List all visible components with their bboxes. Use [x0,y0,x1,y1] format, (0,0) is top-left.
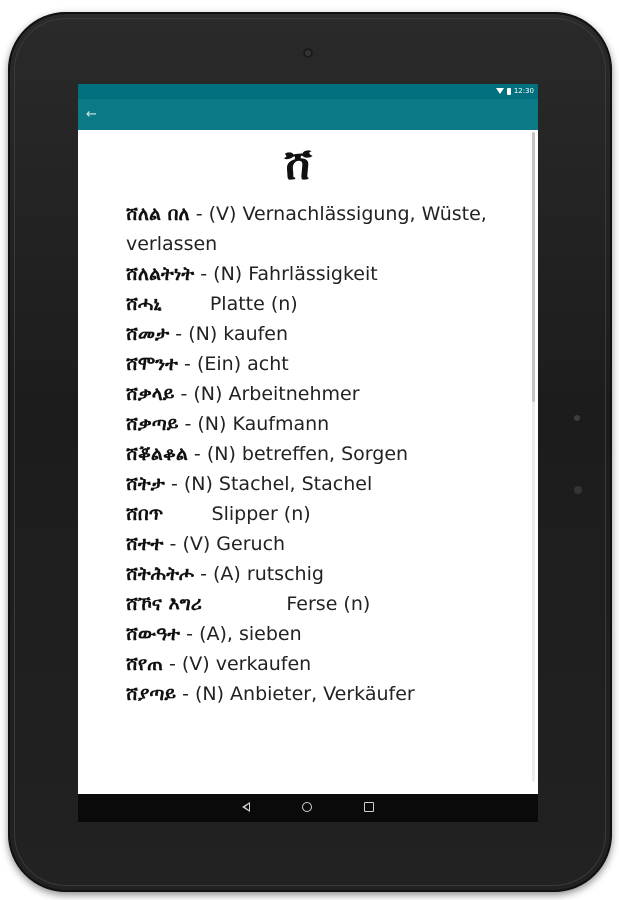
entry-tigrinya-word: ሸየጠ [126,653,163,675]
entry-separator: - [178,353,197,375]
entry-separator: - [176,683,195,705]
entry-tigrinya-word: ሸተተ [126,533,164,555]
entry-separator [162,293,210,315]
wifi-icon [496,88,504,94]
entry-tigrinya-word: ሸለል በለ [126,203,190,225]
nav-recents-icon[interactable] [364,802,374,812]
entry-tigrinya-word: ሸለልትነት [126,263,195,285]
entry-separator: - [162,653,182,675]
entry-separator: - [178,413,198,435]
entry-german-translation: (Ein) acht [196,353,289,375]
entry-german-translation: (N) Stachel, Stachel [183,473,373,495]
entry-separator: - [189,203,209,225]
entry-separator [202,593,287,615]
entry-separator: - [187,443,207,465]
status-icons [496,86,534,96]
dictionary-entry [126,499,506,529]
dictionary-entry [126,259,506,289]
entry-german-translation: (N) Arbeitnehmer [193,383,360,405]
status-bar [78,84,538,99]
entry-separator: - [164,473,184,495]
dictionary-entry [126,289,506,319]
dictionary-entry [126,469,506,499]
dictionary-entry [126,409,506,439]
scrollbar[interactable] [532,132,535,782]
entry-separator: - [180,623,200,645]
entry-german-translation: (N) betreffen, Sorgen [206,443,409,465]
entry-german-translation: (N) Fahrlässigkeit [213,263,378,285]
entry-tigrinya-word: ሸሓኒ [126,293,162,315]
entry-tigrinya-word: ሸትሕትሖ [126,563,195,585]
front-camera-icon [303,48,313,58]
entry-separator: - [174,383,194,405]
entry-tigrinya-word: ሸውዓተ [126,623,181,645]
entry-tigrinya-word: ሸቖልቆል [126,443,188,465]
dictionary-entry [126,619,506,649]
status-time: 12:30 [513,87,534,95]
entry-separator [163,503,211,525]
word-list-content[interactable] [78,130,538,794]
entry-german-translation: (V) Vernachlässigung, Wüste, verlassen [126,203,487,255]
entry-german-translation: Platte (n) [209,293,298,315]
entry-tigrinya-word: ሸኾና እግሪ [126,593,202,615]
entry-german-translation: (N) Anbieter, Verkäufer [194,683,415,705]
entry-separator: - [163,533,183,555]
entry-german-translation: (N) Kaufmann [197,413,330,435]
dictionary-entry [126,319,506,349]
dictionary-entry [126,679,506,709]
dictionary-entry [126,379,506,409]
nav-home-icon[interactable] [302,802,312,812]
entry-german-translation: Ferse (n) [286,593,371,615]
entry-german-translation: (N) kaufen [188,323,289,345]
entry-tigrinya-word: ሸያጣይ [126,683,177,705]
entry-tigrinya-word: ሸቃላይ [126,383,175,405]
entry-german-translation: (A) rutschig [213,563,324,585]
entry-german-translation: (A), sieben [199,623,302,645]
entry-separator: - [194,563,214,585]
entry-tigrinya-word: ሸትታ [126,473,165,495]
entry-tigrinya-word: ሸበጥ [126,503,164,525]
dictionary-entry [126,559,506,589]
dictionary-entries [126,199,506,709]
entry-german-translation: Slipper (n) [211,503,311,525]
entry-separator: - [169,323,189,345]
app-bar [78,99,538,130]
nav-back-icon[interactable] [242,802,250,812]
page-letter-heading: ሸ [284,139,312,190]
navigation-bar [78,794,538,822]
dictionary-entry [126,529,506,559]
entry-german-translation: (V) verkaufen [181,653,312,675]
arrow-back-icon[interactable]: ← [86,107,97,122]
scrollbar-thumb[interactable] [532,132,535,402]
sensor-dot [574,415,580,421]
dictionary-entry [126,349,506,379]
entry-german-translation: (V) Geruch [182,533,286,555]
entry-separator: - [194,263,214,285]
entry-tigrinya-word: ሸቃጣይ [126,413,179,435]
battery-icon [507,88,511,95]
entry-tigrinya-word: ሸመታ [126,323,170,345]
dictionary-entry [126,649,506,679]
dictionary-entry [126,589,506,619]
sensor-dot [574,486,582,494]
entry-tigrinya-word: ሸሞንተ [126,353,179,375]
dictionary-entry [126,199,506,259]
dictionary-entry [126,439,506,469]
device-screen [78,84,538,822]
